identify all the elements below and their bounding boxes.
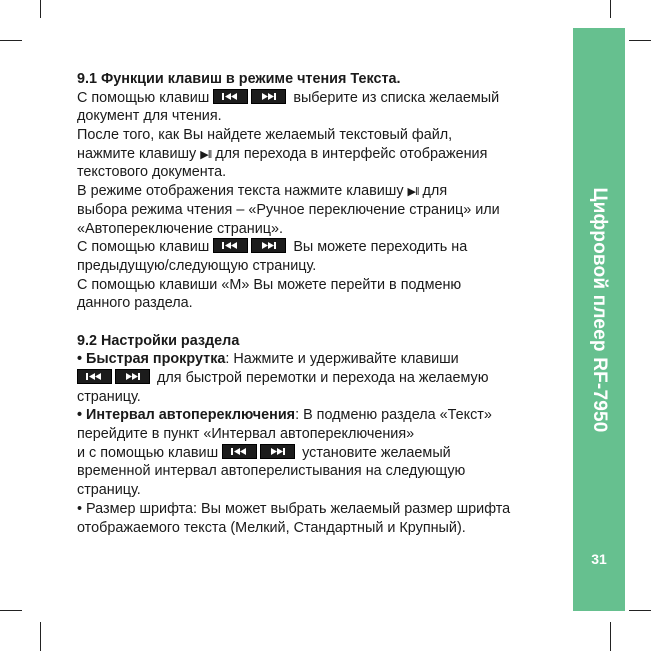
- crop-mark: [0, 40, 22, 41]
- text-line: отображаемого текста (Мелкий, Стандартный и Крупный).: [77, 519, 466, 536]
- text: нажмите клавишу: [77, 145, 197, 162]
- text-line: перейдите в пункт «Интервал автопереключения»: [77, 426, 415, 443]
- text: выберите из списка желаемый: [293, 89, 500, 106]
- skip-next-icon: [115, 369, 150, 384]
- text: : Нажмите и удерживайте клавиши: [225, 351, 459, 368]
- header-title: Цифровой плеер RF-7950: [589, 187, 610, 433]
- skip-previous-icon: [213, 238, 248, 253]
- text: и с помощью клавиш: [77, 444, 219, 461]
- text-line: [77, 406, 573, 425]
- text-line: [77, 238, 573, 257]
- text-line: • Размер шрифта: Вы может выбрать желаемый размер шрифта: [77, 500, 511, 517]
- text: : В подменю раздела «Текст»: [295, 407, 492, 424]
- text: для перехода в интерфейс отображения: [215, 145, 488, 162]
- skip-next-icon: [251, 89, 286, 104]
- text-line: данного раздела.: [77, 295, 193, 312]
- crop-mark: [610, 622, 611, 651]
- text: Вы можете переходить на: [293, 239, 468, 256]
- text-line: страницу.: [77, 388, 141, 405]
- text: С помощью клавиш: [77, 89, 210, 106]
- crop-mark: [629, 610, 651, 611]
- text: С помощью клавиш: [77, 239, 210, 256]
- text-line: «Автопереключение страниц».: [77, 220, 284, 237]
- text: В режиме отображения текста нажмите клавишу: [77, 183, 404, 200]
- text-line: документ для чтения.: [77, 108, 222, 125]
- text-line: страницу.: [77, 482, 141, 499]
- text-line: выбора режима чтения – «Ручное переключение страниц» или: [77, 201, 500, 218]
- spacer: [77, 313, 573, 332]
- text-line: [77, 145, 573, 164]
- text-line: [77, 89, 573, 108]
- text-line: После того, как Вы найдете желаемый текстовый файл,: [77, 127, 453, 144]
- text: для: [422, 183, 448, 200]
- text-line: [77, 369, 573, 388]
- page-number: 31: [591, 551, 607, 567]
- text-line: предыдущую/следующую страницу.: [77, 257, 317, 274]
- text-line: [77, 350, 573, 369]
- skip-previous-icon: [222, 444, 257, 459]
- play-pause-icon: ▶ǁ: [200, 148, 212, 161]
- term: • Интервал автопереключения: [77, 407, 296, 424]
- skip-previous-icon: [213, 89, 248, 104]
- skip-next-icon: [251, 238, 286, 253]
- skip-previous-icon: [77, 369, 112, 384]
- text-line: [77, 182, 573, 201]
- crop-mark: [610, 0, 611, 18]
- section-9-2-title: 9.2 Настройки раздела: [77, 332, 240, 349]
- main-content: [77, 70, 573, 537]
- term: • Быстрая прокрутка: [77, 351, 226, 368]
- crop-mark: [40, 622, 41, 651]
- crop-mark: [0, 610, 22, 611]
- skip-next-icon: [260, 444, 295, 459]
- text-line: текстового документа.: [77, 164, 227, 181]
- crop-mark: [40, 0, 41, 18]
- text-line: С помощью клавиши «M» Вы можете перейти в подменю: [77, 276, 462, 293]
- play-pause-icon: ▶ǁ: [407, 186, 419, 199]
- text: для быстрой перемотки и перехода на желаемую: [157, 370, 489, 386]
- text-line: временной интервал автоперелистывания на следующую: [77, 463, 466, 480]
- section-9-1-title: 9.1 Функции клавиш в режиме чтения Текста.: [77, 71, 401, 87]
- crop-mark: [629, 40, 651, 41]
- text-line: [77, 444, 573, 463]
- text: установите желаемый: [302, 444, 451, 461]
